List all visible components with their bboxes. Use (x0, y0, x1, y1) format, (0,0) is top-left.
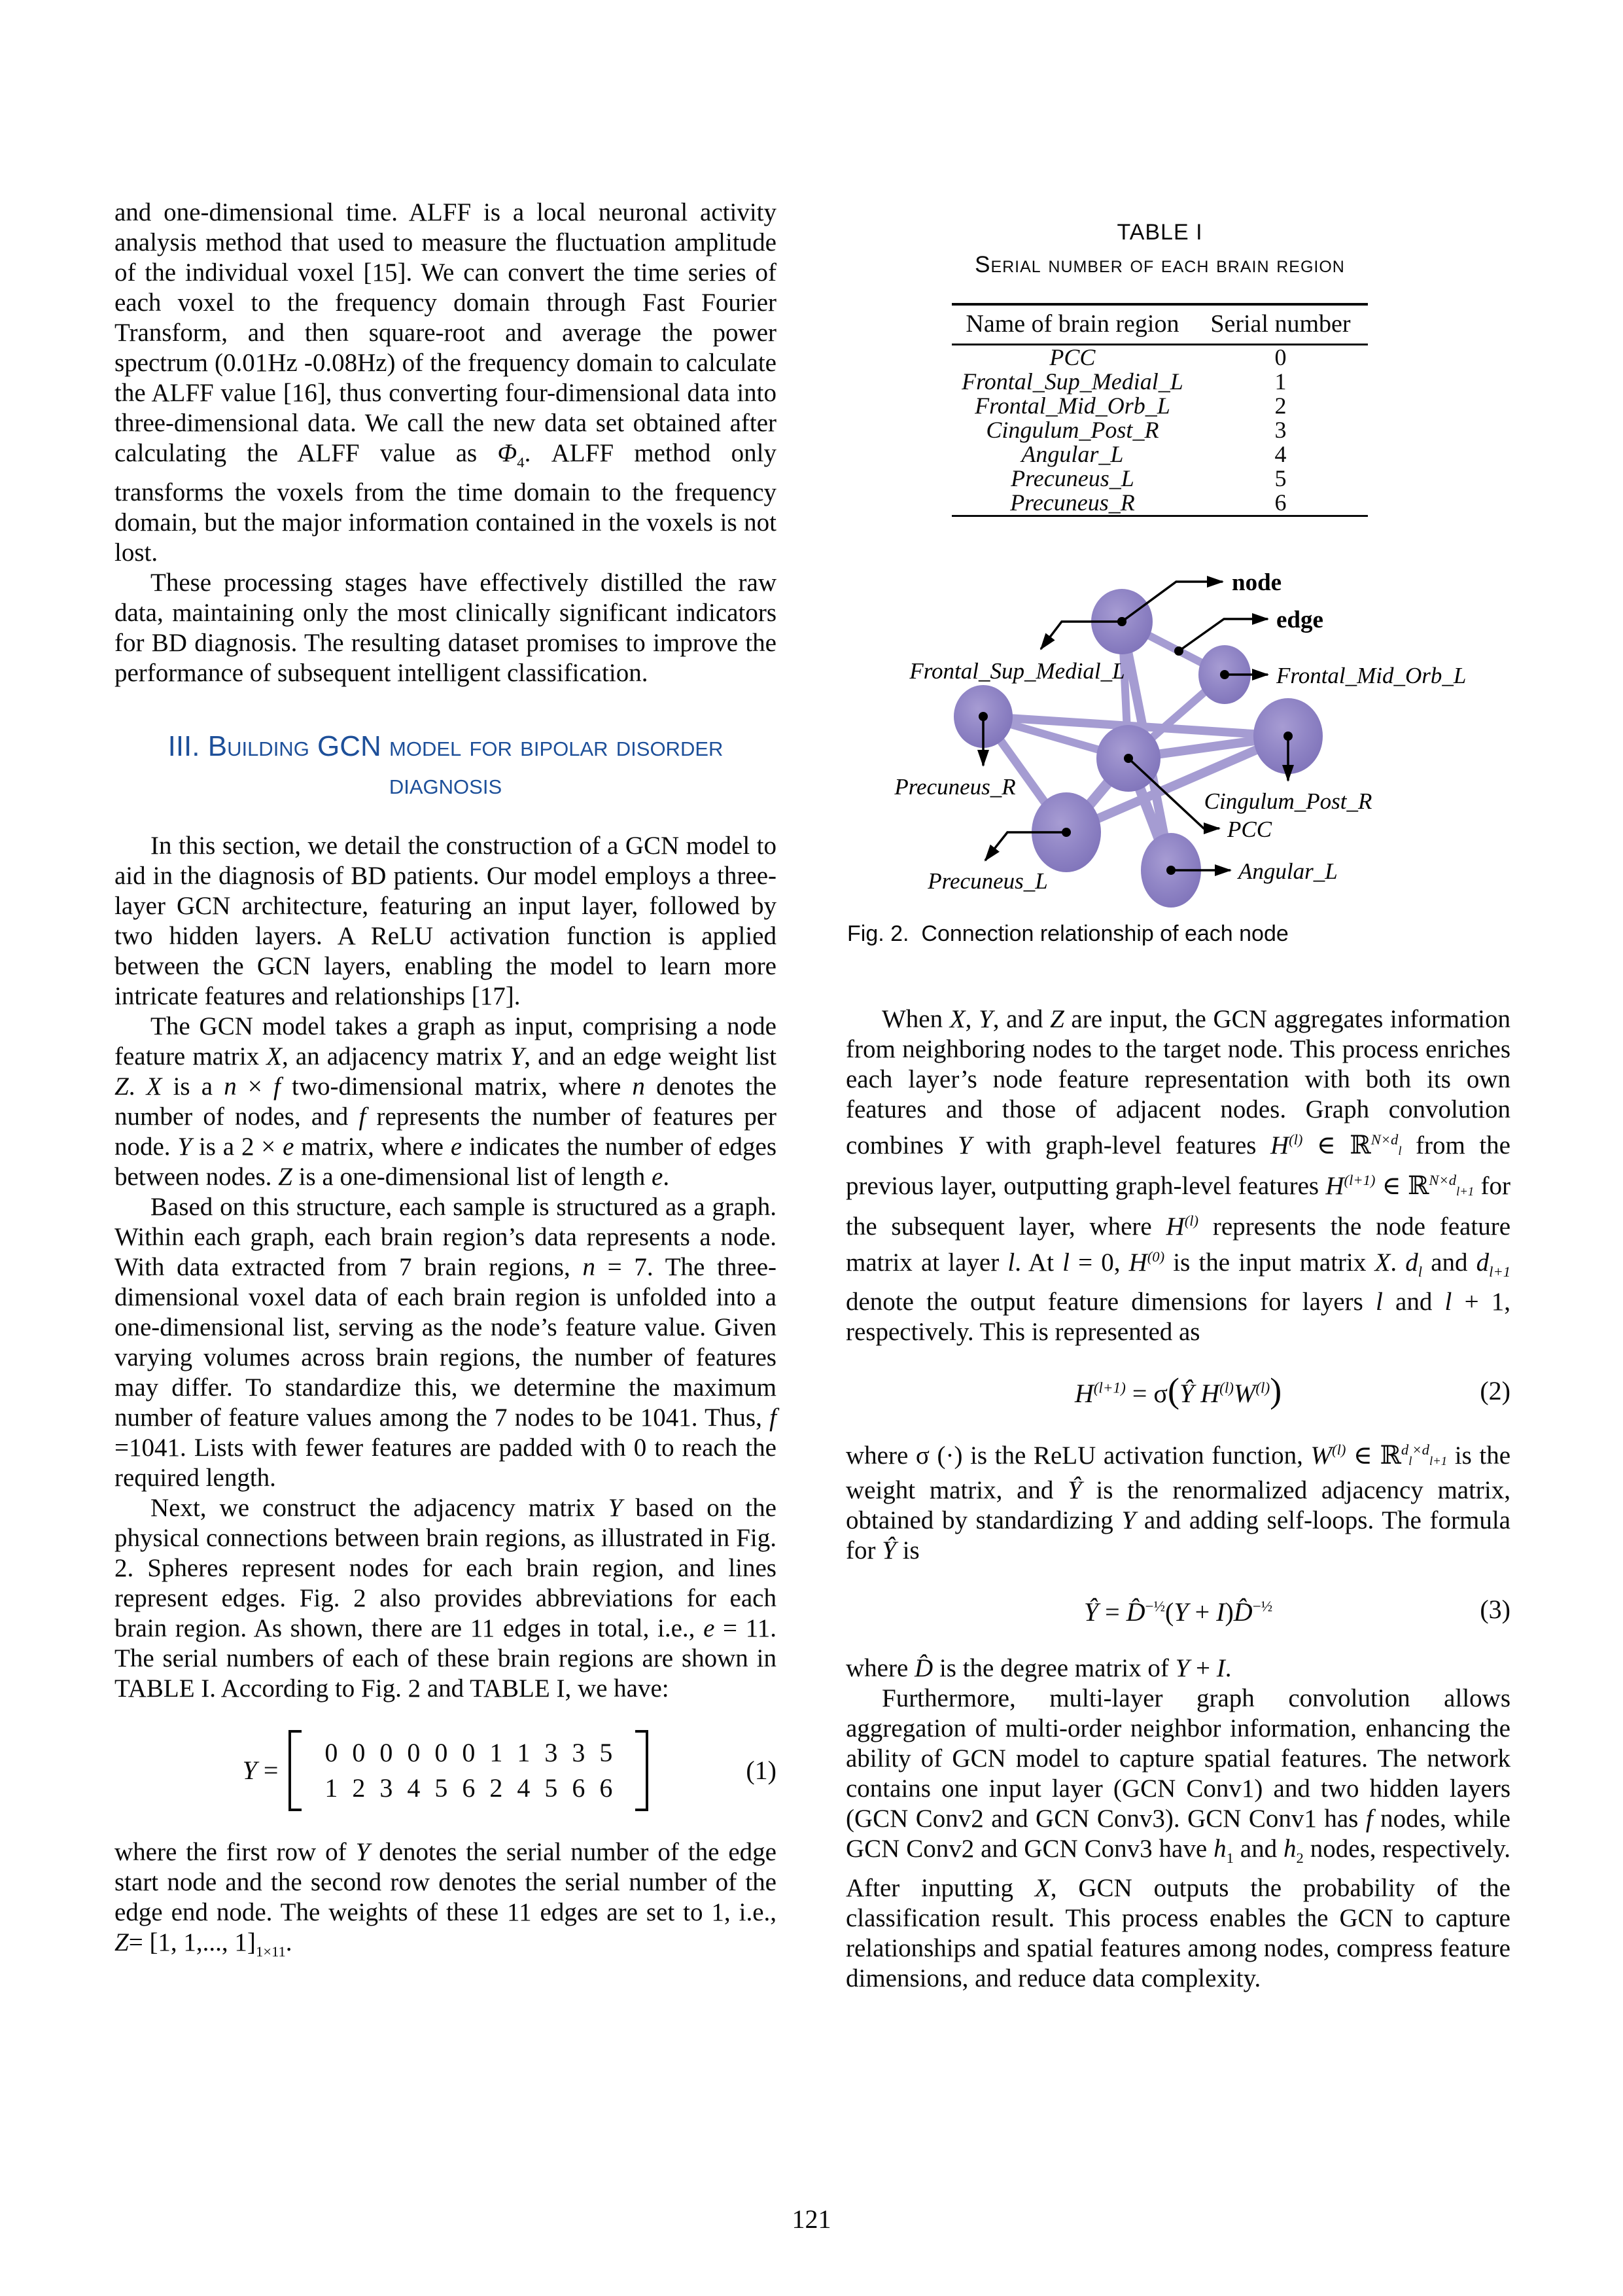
figure-label-Precuneus_R: Precuneus_R (894, 774, 1016, 800)
callout-dot-edge (1174, 646, 1183, 656)
figure-label-Cingulum_Post_R: Cingulum_Post_R (1204, 788, 1372, 814)
table-row (952, 370, 1368, 394)
matrix-row-end-nodes (317, 1773, 620, 1803)
figure-label-Angular_L: Angular_L (1238, 858, 1338, 884)
equation-2 (846, 1373, 1510, 1409)
figure-caption-text: Connection relationship of each node (921, 921, 1289, 946)
matrix-cell: 4 (407, 1773, 421, 1803)
matrix-cell: 3 (572, 1737, 585, 1767)
cell-brain-region: Precuneus_R (1010, 489, 1135, 516)
column-header-brain-region: Name of brain region (952, 304, 1193, 345)
column-header-serial-number: Serial number (1193, 304, 1368, 345)
table-row (952, 467, 1368, 491)
equation-1-number: (1) (746, 1755, 777, 1785)
section-heading: III. Building GCN model for bipolar disorder diagnosis (167, 730, 724, 800)
cell-serial-number: 2 (1274, 393, 1287, 419)
paragraph-relu-weight: where σ (·) is the ReLU activation function, $W^{(l)}$ ∈ $ℝ^dl^{\times d}l+1$ is the weight matrix, and Ŷ is the renormalized adjacency matrix, obtained by standardizing Y and adding self-loops. The formula for Ŷ is (846, 1441, 1511, 1565)
table-subtitle: Serial number of each brain region (975, 252, 1345, 277)
matrix-cell: 3 (379, 1773, 393, 1803)
callout-dot-PCC (1124, 754, 1133, 763)
right-column-text (846, 1004, 1510, 1994)
figure-label-Frontal_Sup_Medial_L: Frontal_Sup_Medial_L (909, 658, 1125, 684)
equation-2-body: $H^{(l+1)}$ = σ(Ŷ $H^{(l)}W^{(l)}$) (1074, 1371, 1282, 1411)
matrix-cell: 1 (324, 1773, 338, 1803)
cell-serial-number: 5 (1274, 465, 1287, 491)
equation-3 (846, 1592, 1510, 1627)
paragraph-edge-weights: where the first row of Y denotes the serial number of the edge start node and the second row denotes the serial number of the edge end node. The weights of these 11 edges are set to 1, i.e., Z= [1, 1,..., $1]_{1\times 11}$. (114, 1837, 777, 1960)
table-header-row (952, 304, 1368, 345)
matrix-cell: 3 (544, 1737, 558, 1767)
cell-brain-region: Cingulum_Post_R (986, 417, 1159, 443)
equation-2-number: (2) (1480, 1375, 1510, 1405)
matrix-cell: 4 (517, 1773, 531, 1803)
matrix-cell: 0 (434, 1737, 448, 1767)
matrix-cell: 2 (352, 1773, 366, 1803)
cell-brain-region: Frontal_Sup_Medial_L (962, 368, 1183, 395)
page-number: 121 (792, 2204, 831, 2234)
paragraph-alff: and one-dimensional time. ALFF is a local neuronal activity analysis method that used to measure the fluctuation amplitude of the individual voxel [15]. We can convert the time series of each voxel to the frequency domain through Fast Fourier Transform, and then square-root and average the power spectrum (0.01Hz -0.08Hz) of the frequency domain to calculate the ALFF value [16], thus converting four-dimensional data into three-dimensional data. We call the new data set obtained after calculating the ALFF value as $\Phi_4$. ALFF method only transforms the voxels from the time domain to the frequency domain, but the major information contained in the voxels is not lost. (114, 198, 777, 567)
figure-caption-label: Fig. 2. (847, 921, 909, 946)
matrix-cell: 1 (489, 1737, 503, 1767)
matrix (312, 1730, 625, 1811)
matrix-cell: 6 (462, 1773, 476, 1803)
paragraph-gcn-aggregation: When X, Y, and Z are input, the GCN aggregates information from neighboring nodes to the target node. This process enriches each layer’s node feature representation with both its own features and those of adjacent nodes. Graph convolution combines Y with graph-level features $H^{(l)}$ ∈ ℝ$^{N\times d}$l from the previous layer, outputting graph-level features $H^{(l+1)}$ ∈ ℝ$^{N\times d}$l+1 for the subsequent layer, where $H^{(l)}$ represents the node feature matrix at layer l. At l = 0, $H^{(0)}$ is the input matrix X. $d_l$ and $d_{l+1}$ denote the output feature dimensions for layers l and l + 1, respectively. This is represented as (846, 1005, 1511, 1346)
equation-3-body: Ŷ = D̂$^{-\frac{1}{2}}$(Y + I)D̂$^{-\frac{1}{2}}$ (1083, 1597, 1273, 1627)
callout-dot-Frontal_Sup_Medial_L (1117, 617, 1126, 626)
table-title: TABLE I (1117, 220, 1203, 245)
cell-brain-region: Frontal_Mid_Orb_L (975, 393, 1170, 419)
figure-label-Frontal_Mid_Orb_L: Frontal_Mid_Orb_L (1276, 663, 1467, 688)
cell-serial-number: 1 (1274, 368, 1287, 395)
matrix-cell: 5 (434, 1773, 448, 1803)
equation-1-lhs: Y = (242, 1755, 279, 1785)
table-row (952, 394, 1368, 418)
equation-1 (114, 1730, 777, 1811)
cell-serial-number: 0 (1274, 344, 1287, 370)
table-row (952, 491, 1368, 516)
callout-dot-Cingulum_Post_R (1283, 732, 1293, 741)
matrix-cell: 2 (489, 1773, 503, 1803)
paragraph-degree-matrix: where D̂ is the degree matrix of Y + I. (846, 1654, 1232, 1683)
cell-serial-number: 4 (1274, 441, 1287, 467)
table-row (952, 418, 1368, 442)
figure-label-Precuneus_L: Precuneus_L (928, 868, 1048, 894)
paragraph-multilayer: Furthermore, multi-layer graph convolution allows aggregation of multi-order neighbor information, enhancing the ability of GCN model to capture spatial features. The network contains one input layer (GCN Conv1) and two hidden layers (GCN Conv2 and GCN Conv3). GCN Conv1 has f nodes, while GCN Conv2 and GCN Conv3 have $h_1$ and $h_2$ nodes, respectively. After inputting X, GCN outputs the probability of the classification result. This process enables the GCN to capture relationships and spatial features among nodes, compress feature dimensions, and reduce data complexity. (846, 1684, 1511, 1993)
left-column (114, 198, 777, 1967)
table-row (952, 442, 1368, 467)
matrix-cell: 1 (517, 1737, 531, 1767)
matrix-cell: 6 (599, 1773, 613, 1803)
matrix-row-start-nodes (317, 1738, 620, 1768)
figure-label-PCC: PCC (1227, 817, 1272, 842)
matrix-cell: 5 (544, 1773, 558, 1803)
paragraph-graph-structure: Based on this structure, each sample is structured as a graph. Within each graph, each brain region’s data represents a node. With data extracted from 7 brain regions, n = 7. The three-dimensional voxel data of each brain region is unfolded into a one-dimensional list, serving as the node’s feature value. Given varying volumes across brain regions, the number of features may differ. To standardize this, we determine the maximum number of feature values among the 7 nodes to be 1041. Thus, f =1041. Lists with fewer features are padded with 0 to reach the required length. (114, 1192, 777, 1492)
callout-dot-Angular_L (1166, 866, 1176, 875)
matrix-cell: 0 (407, 1737, 421, 1767)
cell-brain-region: Precuneus_L (1011, 465, 1134, 491)
matrix-cell: 6 (572, 1773, 585, 1803)
figure-2-graph (846, 553, 1510, 919)
figure-label-edge: edge (1276, 607, 1323, 633)
callout-dot-Frontal_Mid_Orb_L (1220, 670, 1229, 679)
matrix-cell: 0 (379, 1737, 393, 1767)
cell-brain-region: Angular_L (1021, 441, 1124, 467)
matrix-bracket-left (288, 1730, 302, 1811)
serial-number-table (952, 303, 1368, 517)
right-column (846, 0, 1510, 2296)
callout-dot-Precuneus_L (1062, 828, 1071, 837)
matrix-cell: 0 (462, 1737, 476, 1767)
paragraph-gcn-intro: In this section, we detail the construction of a GCN model to aid in the diagnosis of BD patients. Our model employs a three-layer GCN architecture, featuring an input layer, followed by two hidden layers. A ReLU activation function is applied between the GCN layers, enabling the model to learn more intricate features and relationships [17]. (114, 831, 777, 1010)
paragraph-processing-stages: These processing stages have effectively distilled the raw data, maintaining only the most clinically significant indicators for BD diagnosis. The resulting dataset promises to improve the performance of subsequent intelligent classification. (114, 568, 777, 687)
cell-serial-number: 3 (1274, 417, 1287, 443)
paragraph-gcn-input: The GCN model takes a graph as input, comprising a node feature matrix X, an adjacency matrix Y, and an edge weight list Z. X is a n × f two-dimensional matrix, where n denotes the number of nodes, and f represents the number of features per node. Y is a 2 × e matrix, where e indicates the number of edges between nodes. Z is a one-dimensional list of length e. (114, 1012, 777, 1191)
figure-caption (847, 921, 1508, 947)
table-1-block (952, 219, 1368, 517)
equation-3-number: (3) (1480, 1595, 1510, 1625)
paragraph-adjacency: Next, we construct the adjacency matrix Y based on the physical connections between brain regions, as illustrated in Fig. 2. Spheres represent nodes for each brain region, and lines represent edges. Fig. 2 also provides abbreviations for each brain region. As shown, there are 11 edges in total, i.e., e = 11. The serial numbers of each of these brain regions are shown in TABLE I. According to Fig. 2 and TABLE I, we have: (114, 1493, 777, 1703)
cell-brain-region: PCC (1049, 344, 1096, 370)
matrix-bracket-right (635, 1730, 648, 1811)
cell-serial-number: 6 (1274, 489, 1287, 516)
callout-dot-Precuneus_R (979, 712, 988, 721)
matrix-cell: 0 (324, 1737, 338, 1767)
matrix-cell: 0 (352, 1737, 366, 1767)
figure-label-node: node (1232, 569, 1282, 596)
table-row (952, 345, 1368, 370)
matrix-cell: 5 (599, 1737, 613, 1767)
